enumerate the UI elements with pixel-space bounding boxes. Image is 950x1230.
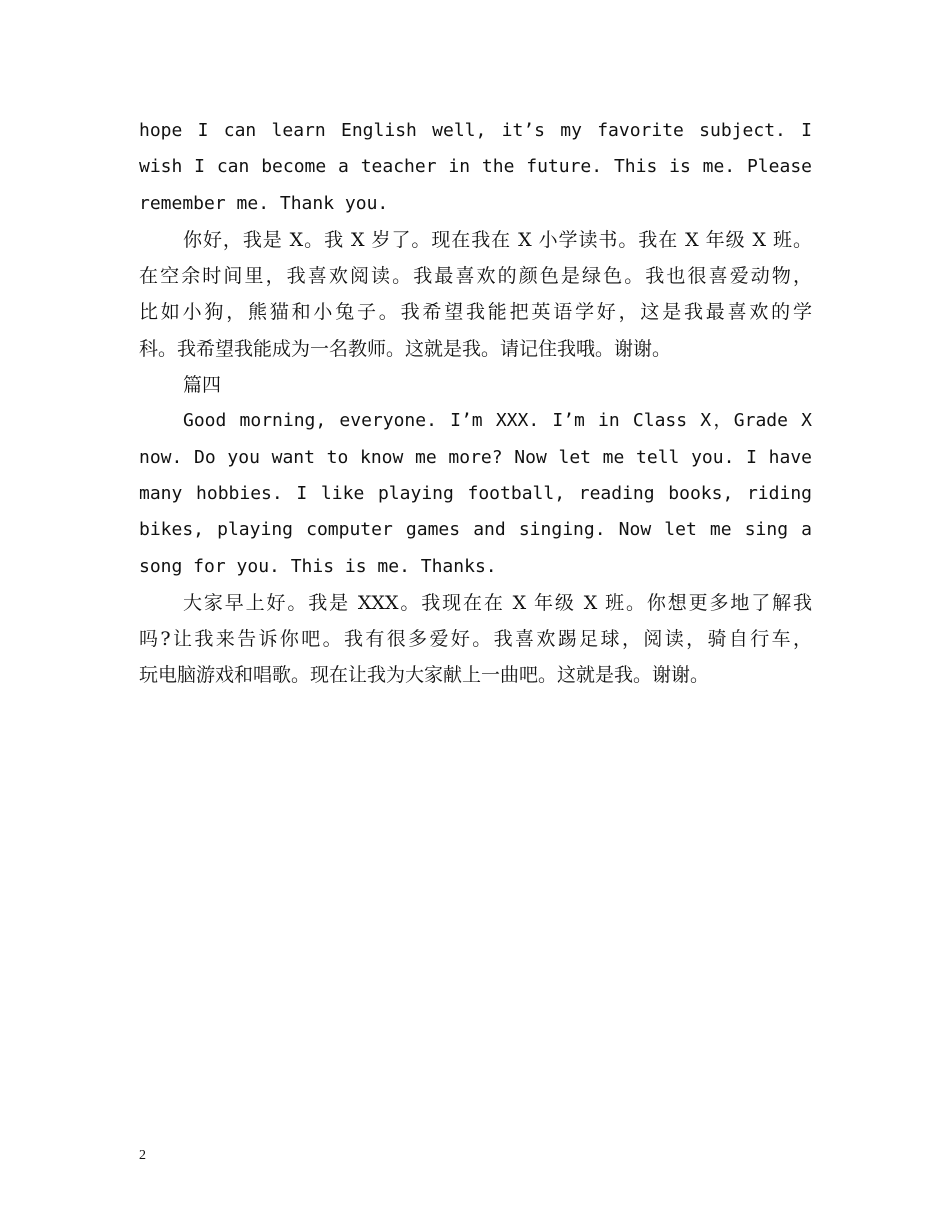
text-line: wish I can become a teacher in the future. This is me. Please bbox=[139, 156, 812, 178]
text-line: many hobbies. I like playing football, reading books, riding bbox=[139, 482, 812, 504]
text-line: 玩电脑游戏和唱歌。现在让我为大家献上一曲吧。这就是我。谢谢。 bbox=[139, 664, 710, 687]
text-line: 大家早上好。我是 XXX。我现在在 X 年级 X 班。你想更多地了解我 bbox=[183, 591, 812, 614]
text-line: hope I can learn English well, it’s my favorite subject. I bbox=[139, 120, 812, 141]
text-line: remember me. Thank you. bbox=[139, 192, 389, 214]
text-line: song for you. This is me. Thanks. bbox=[139, 555, 497, 577]
text-line: Good morning, everyone. I’m XXX. I’m in Class X，Grade X bbox=[183, 410, 812, 432]
text-line: now. Do you want to know me more? Now let me tell you. I have bbox=[139, 446, 812, 468]
text-line: 吗?让我来告诉你吧。我有很多爱好。我喜欢踢足球，阅读，骑自行车， bbox=[139, 628, 812, 651]
text-line: 科。我希望我能成为一名教师。这就是我。请记住我哦。谢谢。 bbox=[139, 337, 672, 360]
text-line: 在空余时间里，我喜欢阅读。我最喜欢的颜色是绿色。我也很喜爱动物， bbox=[139, 265, 812, 288]
text-line: 比如小狗，熊猫和小兔子。我希望我能把英语学好，这是我最喜欢的学 bbox=[139, 301, 812, 324]
page-number: 2 bbox=[139, 1148, 146, 1163]
text-line: 你好，我是 X。我 X 岁了。现在我在 X 小学读书。我在 X 年级 X 班。 bbox=[183, 228, 812, 251]
section-heading: 篇四 bbox=[183, 374, 222, 397]
text-line: bikes, playing computer games and singing. Now let me sing a bbox=[139, 519, 812, 541]
body-text bbox=[139, 113, 812, 694]
